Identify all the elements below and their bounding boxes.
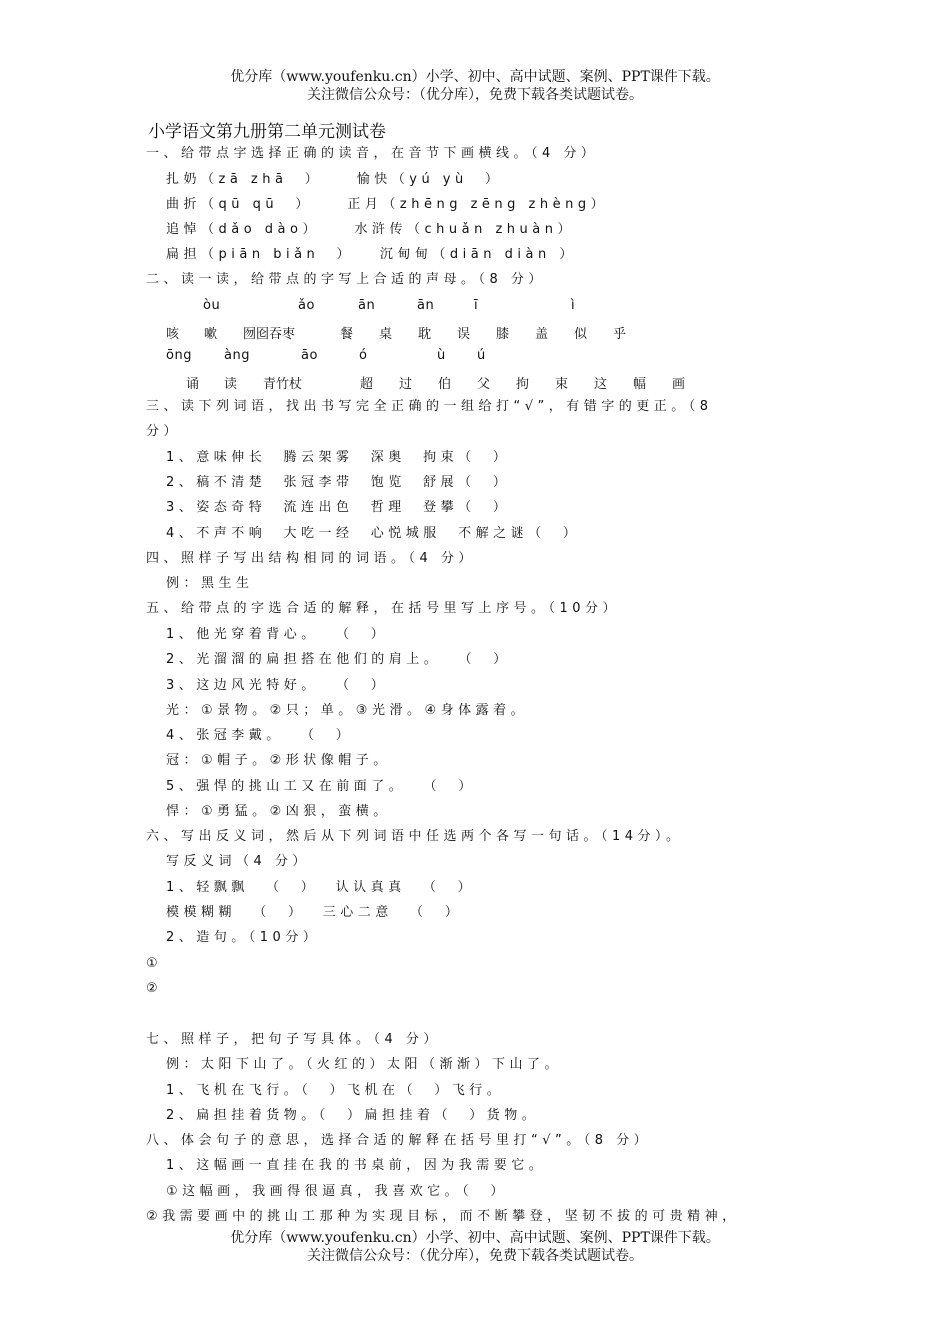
- s5-item: 悍：①勇猛。②凶狠，蛮横。: [166, 804, 391, 819]
- s6-blank-1: ①: [146, 956, 163, 971]
- s8-option-1: ①这幅画，我画得很逼真，我喜欢它。（ ）: [166, 1184, 508, 1199]
- s2-pinyin: āo: [301, 348, 318, 363]
- s2-pinyin: òu: [203, 298, 221, 313]
- s3-item-4: 4、不声不响 大吃一经 心悦城服 不解之谜（ ）: [166, 526, 581, 541]
- s2-pinyin: ōng: [166, 348, 192, 363]
- s2-char: 膝: [496, 327, 510, 342]
- section-3-heading-cont: 分）: [146, 424, 182, 439]
- s8-option-2: ②我需要画中的挑山工那种为实现目标，而不断攀登，坚韧不拔的可贵精神，: [146, 1209, 740, 1224]
- s2-char: 似: [574, 327, 588, 342]
- s2-char: 这: [594, 377, 608, 392]
- s2-pinyin: ān: [358, 298, 376, 313]
- section-2-heading: 二、读一读，给带点的字写上合适的声母。（8 分）: [146, 272, 546, 287]
- s5-item: 4、张冠李戴。 （ ）: [166, 728, 354, 743]
- page-title: 小学语文第九册第二单元测试卷: [148, 122, 386, 142]
- s2-char: 餐: [340, 327, 354, 342]
- s2-pinyin: ǎo: [298, 298, 315, 313]
- s2-char: 伯: [438, 377, 452, 392]
- s2-char: 画: [672, 377, 686, 392]
- s2-char: 囫囵吞枣: [243, 327, 296, 342]
- s6-line-3: 2、造句。（10分）: [166, 930, 321, 945]
- section-4-heading: 四、照样子写出结构相同的词语。（4 分）: [146, 551, 476, 566]
- s2-pinyin: ī: [474, 298, 479, 313]
- s8-item-1: 1、这幅画一直挂在我的书桌前，因为我需要它。: [166, 1158, 547, 1173]
- section-6-heading: 六、写出反义词，然后从下列词语中任选两个各写一句话。（14分）。: [146, 829, 684, 844]
- s5-item: 2、光溜溜的扁担搭在他们的肩上。 （ ）: [166, 652, 511, 667]
- s2-char: 咳: [166, 327, 180, 342]
- s2-char: 诵: [186, 377, 200, 392]
- s2-pinyin: ì: [571, 298, 576, 313]
- s2-char: 青竹杖: [263, 377, 303, 392]
- footer-line-1: 优分库（www.youfenku.cn）小学、初中、高中试题、案例、PPT课件下载。: [230, 1230, 720, 1246]
- s6-blank-2: ②: [146, 981, 163, 996]
- s2-pinyin: àng: [224, 348, 250, 363]
- s2-char: 父: [477, 377, 491, 392]
- section-8-heading: 八、体会句子的意思，选择合适的解释在括号里打“√”。（8 分）: [146, 1133, 652, 1148]
- section-5-heading: 五、给带点的字选合适的解释，在括号里写上序号。（10分）: [146, 601, 621, 616]
- s2-char: 超: [360, 377, 374, 392]
- section-7-heading: 七、照样子，把句子写具体。（4 分）: [146, 1032, 441, 1047]
- section-3-heading: 三、读下列词语，找出书写完全正确的一组给打“√”，有错字的更正。（8: [146, 399, 713, 414]
- s5-item: 光：①景物。②只；单。③光滑。④身体露着。: [166, 703, 529, 718]
- s2-pinyin: ó: [359, 348, 368, 363]
- s2-char: 嗽: [204, 327, 218, 342]
- s6-line-2: 模模糊糊 （ ） 三心二意 （ ）: [166, 905, 463, 920]
- s7-item-2: 2、扁担挂着货物。（ ）扁担挂着（ ）货物。: [166, 1108, 540, 1123]
- section-1-heading: 一、给带点字选择正确的读音，在音节下画横线。（4 分）: [146, 146, 599, 161]
- s2-char: 读: [224, 377, 238, 392]
- s2-char: 过: [399, 377, 413, 392]
- s2-char: 耽: [418, 327, 432, 342]
- s6-sub: 写反义词（4 分）: [166, 854, 310, 869]
- s7-example: 例：太阳下山了。（火红的）太阳（渐渐）下山了。: [166, 1057, 563, 1072]
- s2-char: 桌: [379, 327, 393, 342]
- s3-item-2: 2、稿不清楚 张冠李带 饱览 舒展（ ）: [166, 475, 511, 490]
- s6-line-1: 1、轻飘飘 （ ） 认认真真 （ ）: [166, 880, 476, 895]
- s5-item: 冠：①帽子。②形状像帽子。: [166, 753, 391, 768]
- s2-pinyin: ù: [437, 348, 446, 363]
- s2-pinyin: ān: [417, 298, 435, 313]
- s5-item: 5、强悍的挑山工又在前面了。 （ ）: [166, 779, 476, 794]
- s2-char: 幅: [633, 377, 647, 392]
- s3-item-3: 3、姿态奇特 流连出色 哲理 登攀（ ）: [166, 500, 511, 515]
- s2-char: 束: [555, 377, 569, 392]
- s2-char: 盖: [535, 327, 549, 342]
- s2-char: 误: [457, 327, 471, 342]
- s2-char: 乎: [613, 327, 627, 342]
- s3-item-1: 1、意味伸长 腾云架雾 深奥 拘束（ ）: [166, 450, 511, 465]
- s1-item-1: 扎奶（zā zhā ） 愉快（yú yù ）: [166, 172, 503, 187]
- header-line-1: 优分库（www.youfenku.cn）小学、初中、高中试题、案例、PPT课件下载。: [230, 69, 720, 85]
- s2-pinyin: ú: [477, 348, 486, 363]
- s5-item: 1、他光穿着背心。 （ ）: [166, 627, 389, 642]
- s1-item-2: 曲折（qū qū ） 正月（zhēng zēng zhèng）: [166, 197, 609, 212]
- header-line-2: 关注微信公众号：（优分库），免费下载各类试题试卷。: [307, 87, 643, 103]
- s2-char: 拘: [516, 377, 530, 392]
- s5-item: 3、这边风光特好。 （ ）: [166, 678, 389, 693]
- s1-item-4: 扁担（piān biǎn ） 沉甸甸（diān diàn ）: [166, 247, 577, 262]
- s4-example: 例：黑生生: [166, 576, 254, 591]
- s1-item-3: 追悼（dǎo dào） 水浒传（chuǎn zhuàn）: [166, 222, 575, 237]
- footer-line-2: 关注微信公众号：（优分库），免费下载各类试题试卷。: [307, 1248, 643, 1264]
- s7-item-1: 1、飞机在飞行。（ ）飞机在（ ）飞行。: [166, 1083, 505, 1098]
